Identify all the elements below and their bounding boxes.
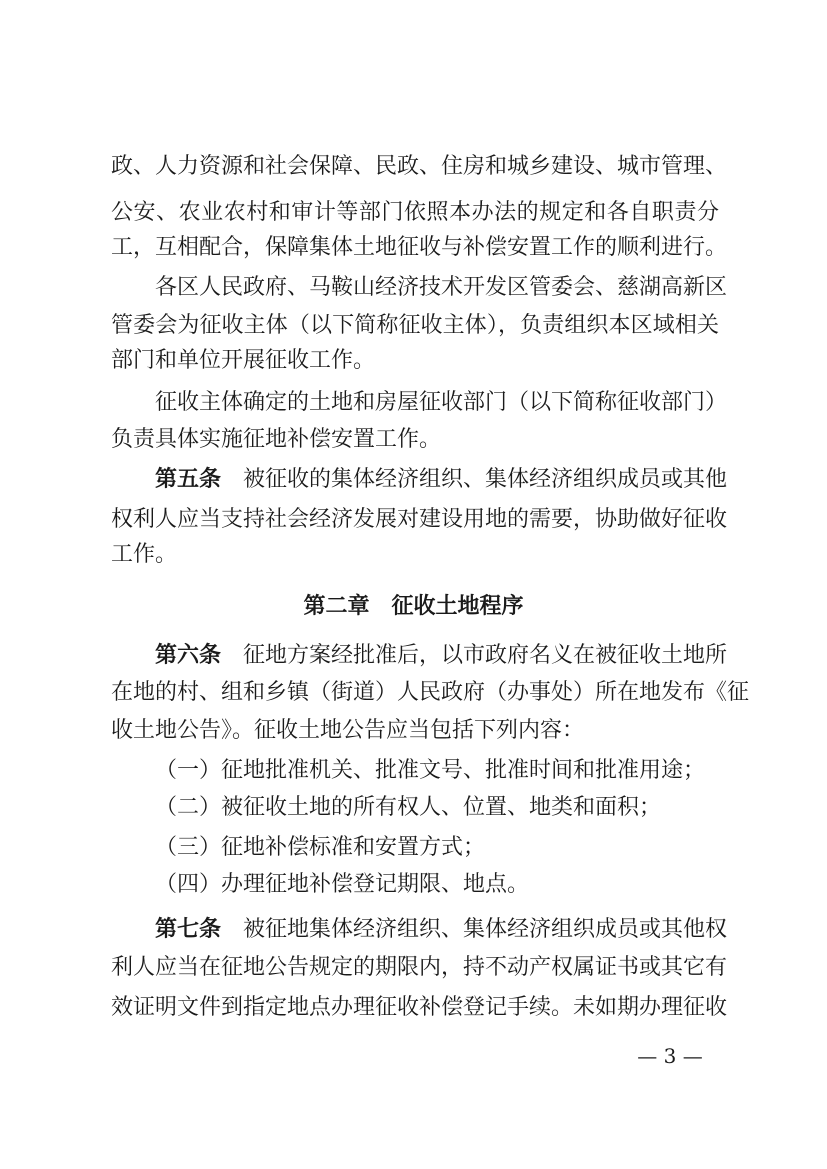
paragraph-line: 工，互相配合，保障集体土地征收与补偿安置工作的顺利进行。 (111, 235, 728, 260)
paragraph-line: 在地的村、组和乡镇（街道）人民政府（办事处）所在地发布《征 (111, 680, 750, 705)
article-5-first-line (155, 465, 728, 495)
paragraph-line: 负责具体实施征地补偿安置工作。 (111, 427, 442, 452)
list-item: （一）征地批准机关、批准文号、批准时间和批准用途； (155, 758, 706, 783)
paragraph-line: 管委会为征收主体（以下简称征收主体），负责组织本区域相关 (111, 313, 719, 338)
paragraph-line: 收土地公告》。征收土地公告应当包括下列内容： (111, 718, 585, 743)
paragraph-line: 征收主体确定的土地和房屋征收部门（以下简称征收部门） (155, 390, 728, 415)
article-7-first-line (155, 915, 728, 945)
paragraph-line: 各区人民政府、马鞍山经济技术开发区管委会、慈湖高新区 (155, 275, 728, 300)
article-6-first-line (155, 641, 728, 671)
paragraph-line: 部门和单位开展征收工作。 (111, 348, 376, 373)
paragraph-line: 政、人力资源和社会保障、民政、住房和城乡建设、城市管理、 (111, 154, 728, 179)
paragraph-line: 公安、农业农村和审计等部门依照本办法的规定和各自职责分 (111, 200, 719, 225)
chapter-heading: 第二章 征收土地程序 (303, 594, 524, 619)
page-number: — 3 — (637, 1044, 703, 1068)
article-7-text: 被征地集体经济组织、集体经济组织成员或其他权 (243, 917, 728, 942)
article-5-text: 被征收的集体经济组织、集体经济组织成员或其他 (243, 467, 728, 492)
list-item: （四）办理征地补偿登记期限、地点。 (155, 872, 530, 897)
paragraph-line: 权利人应当支持社会经济发展对建设用地的需要，协助做好征收 (111, 507, 728, 532)
article-7-label: 第七条 (155, 917, 222, 942)
paragraph-line: 效证明文件到指定地点办理征收补偿登记手续。未如期办理征收 (111, 995, 728, 1020)
article-6-text: 征地方案经批准后，以市政府名义在被征收土地所 (243, 643, 728, 668)
article-5-label: 第五条 (155, 467, 222, 492)
article-6-label: 第六条 (155, 643, 222, 668)
paragraph-line: 工作。 (111, 542, 178, 567)
paragraph-line: 利人应当在征地公告规定的期限内，持不动产权属证书或其它有 (111, 955, 728, 980)
list-item: （二）被征收土地的所有权人、位置、地类和面积； (155, 795, 662, 820)
list-item: （三）征地补偿标准和安置方式； (155, 835, 486, 860)
